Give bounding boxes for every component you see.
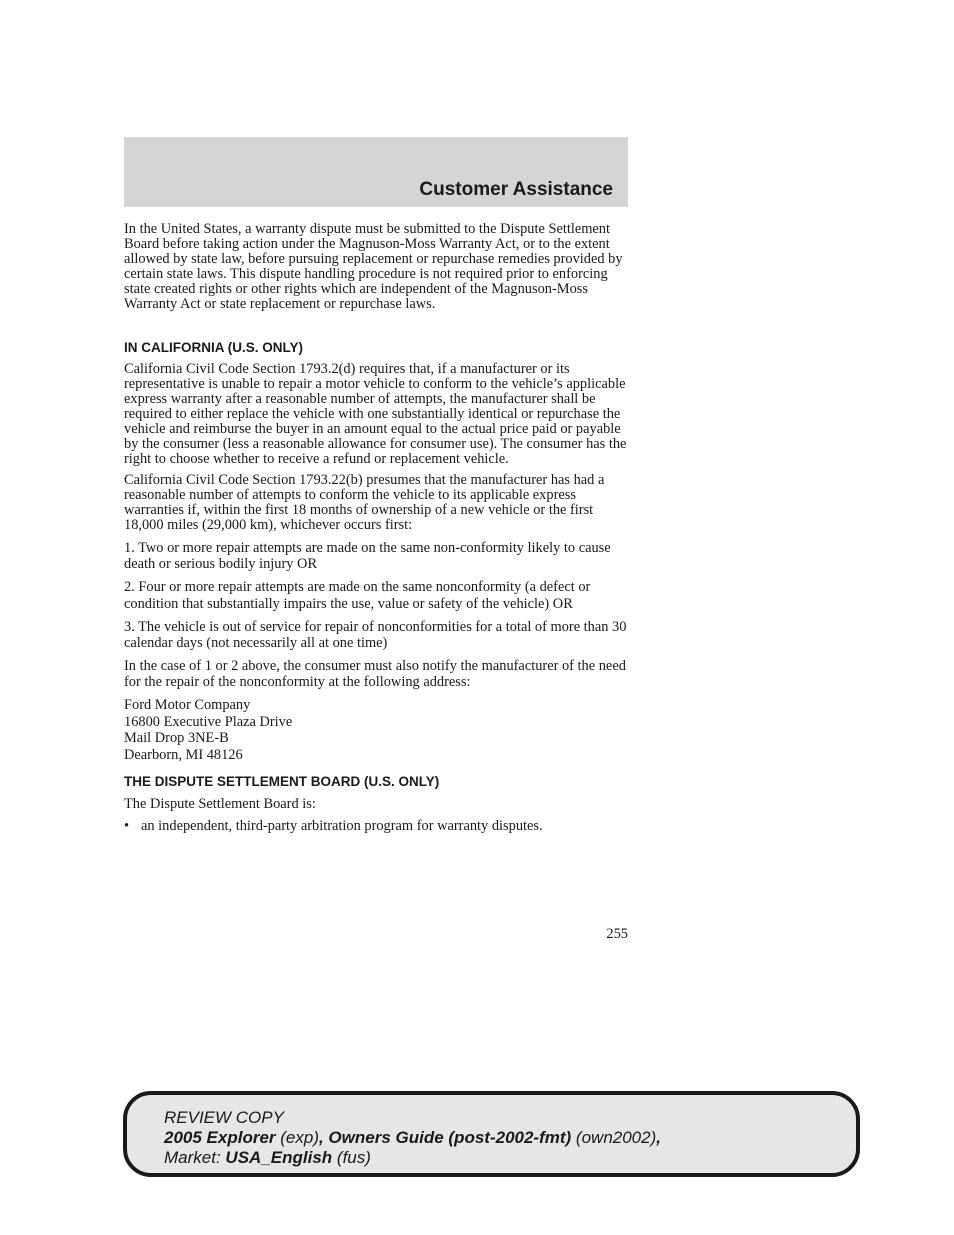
market-label: Market: [164,1148,221,1167]
guide-code: (own2002) [575,1128,657,1147]
section-title: Customer Assistance [419,179,613,200]
intro-paragraph: In the United States, a warranty dispute must be submitted to the Dispute Settlement Board before taking action under the Magnuson-Moss Warranty Act, or to the extent allowed by state law, before pursuing replacement or repurchase remedies provided by certain state laws. This dispute handling procedure is not required prior to enforcing state created rights or other rights which are independent of the Magnuson-Moss Warranty Act or state replacement or repurchase laws. [124,221,623,312]
review-copy-box [123,1091,860,1177]
section-header-band [124,137,628,207]
board-heading: THE DISPUTE SETTLEMENT BOARD (U.S. ONLY) [124,774,440,789]
bullet-item [124,819,630,834]
model-name: 2005 Explorer [164,1128,276,1147]
california-heading: IN CALIFORNIA (U.S. ONLY) [124,340,304,355]
mailing-address [124,697,630,763]
page-number: 255 [606,926,628,942]
separator-comma: , [656,1128,661,1147]
address-line: Mail Drop 3NE-B [124,730,229,746]
california-paragraph-2: California Civil Code Section 1793.22(b) presumes that the manufacturer has had a reasonable number of attempts to conform the vehicle to its applicable express warranties if, within the first 18 months of ownership of a new vehicle or the first 18,000 miles (29,000 km), whichever occurs first: [124,472,605,533]
california-paragraph-1: California Civil Code Section 1793.2(d) requires that, if a manufacturer or its representative is unable to repair a motor vehicle to conform to the vehicle’s applicable express warranty after a reasonable number of attempts, the manufacturer shall be required to either replace the vehicle with one substantially identical or repurchase the vehicle and reimburse the buyer in an amount equal to the actual price paid or payable by the consumer (less a reasonable allowance for consumer use). The consumer has the right to choose whether to receive a refund or replacement vehicle. [124,361,627,467]
list-item: 1. Two or more repair attempts are made on the same non-conformity likely to cause death or serious bodily injury OR [124,540,611,572]
bullet-icon: • [124,818,130,834]
notify-paragraph: In the case of 1 or 2 above, the consumer must also notify the manufacturer of the need for the repair of the nonconformity at the following address: [124,658,626,690]
review-copy-text [164,1108,661,1168]
bullet-text: an independent, third-party arbitration program for warranty disputes. [141,818,543,834]
review-market-line [164,1148,661,1168]
review-guide-line [164,1128,661,1148]
market-name: USA_English [225,1148,333,1167]
address-line: Ford Motor Company [124,697,251,713]
address-line: 16800 Executive Plaza Drive [124,713,293,730]
page-content [124,222,630,834]
list-item: 3. The vehicle is out of service for repair of nonconformities for a total of more than 30 calendar days (not necessarily all at one time) [124,619,627,651]
list-item: 2. Four or more repair attempts are made on the same nonconformity (a defect or condition that substantially impairs the use, value or safety of the vehicle) OR [124,579,591,612]
board-intro: The Dispute Settlement Board is: [124,796,316,812]
guide-name: , Owners Guide (post-2002-fmt) [318,1128,572,1147]
review-copy-label: REVIEW COPY [164,1108,284,1127]
address-line: Dearborn, MI 48126 [124,746,243,763]
market-code: (fus) [336,1148,371,1167]
model-code: (exp) [280,1128,319,1147]
